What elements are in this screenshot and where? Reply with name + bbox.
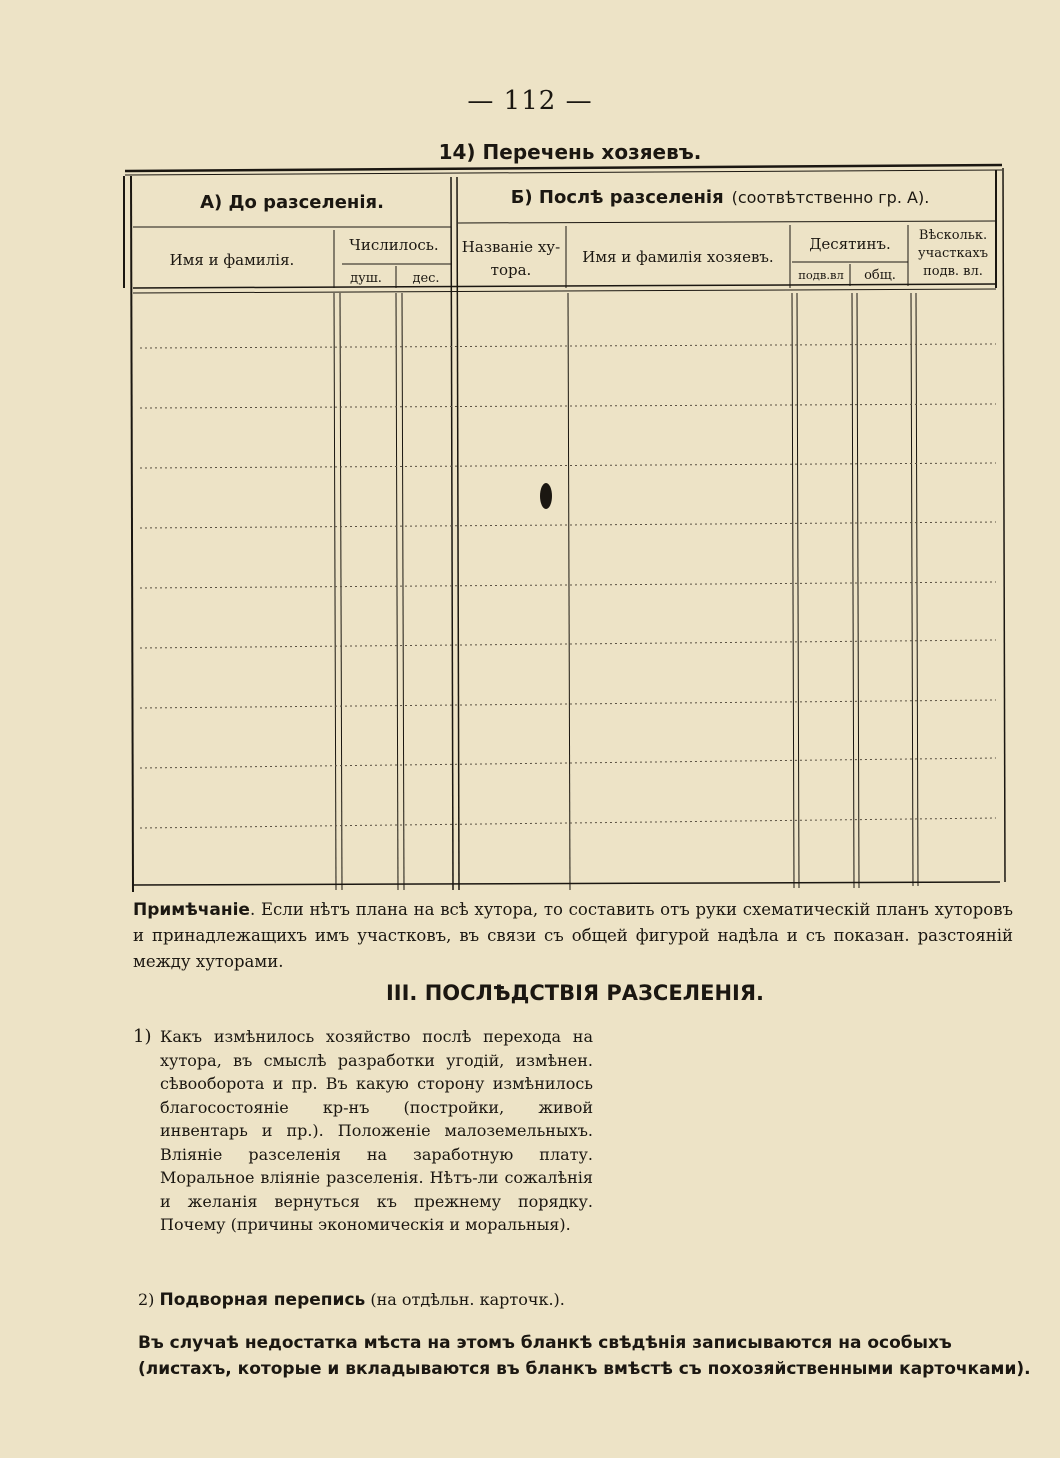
col-a-counted-header: Числилось.	[349, 236, 439, 254]
section-b-label: Б) Послѣ разселенія	[510, 187, 724, 208]
col-plots-header-line3: подв. вл.	[923, 264, 983, 279]
question-2-paren: (на отдѣльн. карточк.).	[370, 1290, 565, 1309]
page-number: — 112 —	[467, 86, 593, 116]
section-b-label-note: (соотвѣтственно гр. А).	[731, 188, 930, 207]
question-1-text: Какъ измѣнилось хозяйство послѣ перехода на хутора, въ смыслѣ разработки угодій, измѣнен. сѣвооборота и пр. Въ какую сторону измѣнилось благосостояніе кр-нъ (постройки, живой инвентарь и пр.). Положеніе малоземельныхъ. Вліяніе разселенія на заработную плату. Моральное вліяніе разселенія. Нѣтъ-ли сожалѣнія и желанія вернуться къ прежнему порядку. Почему (причины экономическія и моральныя).	[160, 1027, 593, 1234]
col-desyatins-header: Десятинъ.	[809, 235, 891, 253]
closing-note: Въ случаѣ недостатка мѣста на этомъ бланкѣ свѣдѣнія записываются на особыхъ (листахъ, которые и вкладываются въ бланкъ вмѣстѣ съ похозяйственными карточками).	[138, 1333, 1031, 1379]
question-1-number: 1)	[133, 1026, 152, 1047]
col-a-name-header: Имя и фамилія.	[169, 251, 295, 269]
section-b-header	[511, 187, 930, 208]
ink-blot	[540, 483, 552, 509]
section-a-header: А) До разселенія.	[200, 192, 384, 213]
col-plots-header-line2: участкахъ	[918, 246, 988, 261]
section-heading: III. ПОСЛѢДСТВІЯ РАЗСЕЛЕНІЯ.	[385, 981, 765, 1005]
col-plots-header-line1: Вѣскольк.	[918, 228, 988, 243]
table-title: 14) Перечень хозяевъ.	[438, 140, 702, 164]
question-2	[138, 1290, 838, 1310]
note-text: . Если нѣтъ плана на всѣ хутора, то составить отъ руки схематическій планъ хуторовъ и принадлежащихъ имъ участковъ, въ связи съ общей фигурой надѣла и съ показан. разстояній между хуторами.	[133, 900, 1013, 971]
question-1	[133, 1025, 593, 1237]
col-a-souls-header: душ.	[350, 271, 382, 286]
note-paragraph	[133, 897, 1013, 975]
col-desyatins-obshch-header: общ.	[864, 268, 896, 283]
question-2-label: Подворная перепись	[159, 1290, 366, 1310]
note-label: Примѣчаніе	[133, 900, 250, 920]
col-farm-name-header-line1: Названіе ху-	[461, 238, 561, 256]
question-2-number: 2)	[138, 1290, 155, 1309]
col-owner-name-header: Имя и фамилія хозяевъ.	[582, 248, 774, 266]
col-farm-name-header-line2: тора.	[490, 261, 532, 279]
col-desyatins-podv-header: подв.вл	[798, 268, 844, 282]
col-a-desyatins-header: дес.	[412, 271, 440, 286]
